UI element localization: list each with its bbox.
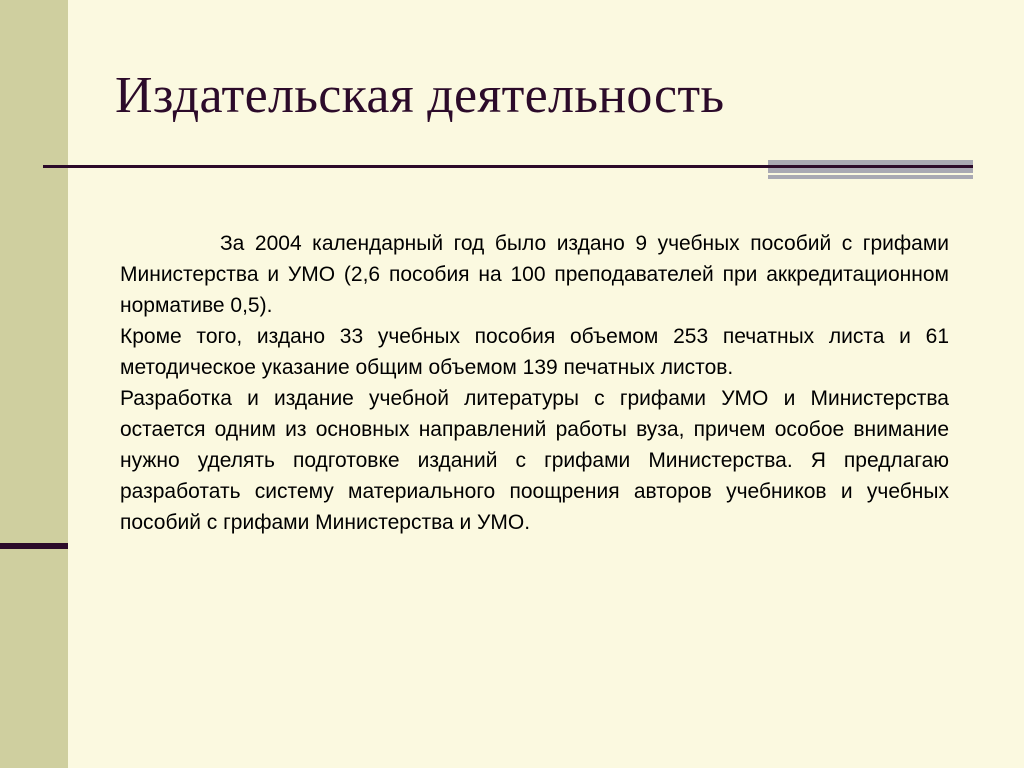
slide-body: [120, 228, 949, 538]
left-accent-line: [0, 543, 68, 549]
gray-decor-bar-bottom: [768, 175, 973, 179]
gray-decor-bar-top: [768, 160, 973, 165]
gray-decor-bar-middle: [768, 168, 973, 173]
slide-title: Издательская деятельность: [115, 67, 725, 124]
paragraph-additional-publications: Кроме того, издано 33 учебных пособия объемом 253 печатных листа и 61 методическое указание общим объемом 139 печатных листов.: [120, 325, 949, 379]
paragraph-proposal: Разработка и издание учебной литературы с грифами УМО и Министерства остается одним из основных направлений работы вуза, причем особое внимание нужно уделять подготовке изданий с грифами Министерства. Я предлагаю разработать систему материального поощрения авторов учебников и учебных пособий с грифами Министерства и УМО.: [120, 387, 949, 534]
left-decorative-band: [0, 0, 68, 768]
paragraph-publications-2004: За 2004 календарный год было издано 9 учебных пособий с грифами Министерства и УМО (2,6 пособия на 100 преподавателей при аккредитационном нормативе 0,5).: [120, 232, 949, 317]
